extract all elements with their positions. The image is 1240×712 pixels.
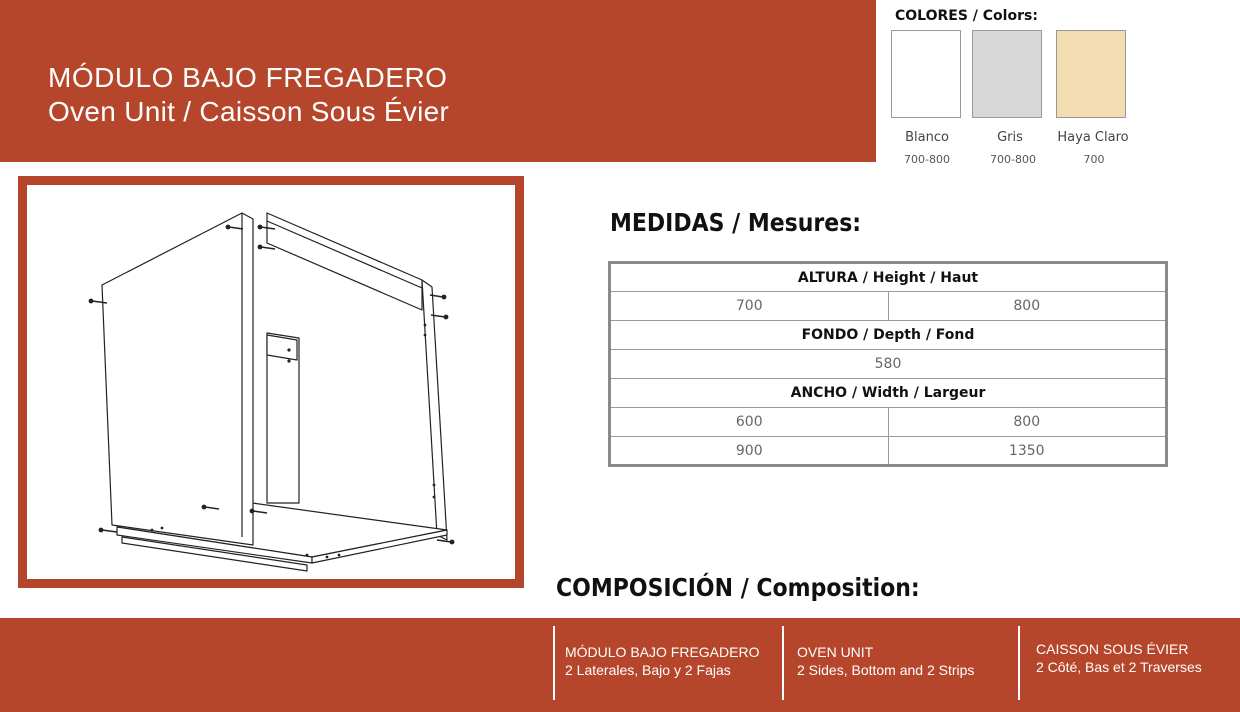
swatch-code-gris: 700-800	[990, 153, 1036, 166]
height-value: 800	[888, 292, 1167, 321]
swatch-name-blanco: Blanco	[905, 130, 949, 145]
width-value: 1350	[888, 437, 1167, 466]
measures-table	[608, 261, 1168, 467]
footer-divider	[553, 626, 555, 700]
composition-fr-line1: CAISSON SOUS ÉVIER	[1036, 641, 1189, 657]
page-title: MÓDULO BAJO FREGADERO	[48, 62, 448, 93]
composition-en-line1: OVEN UNIT	[797, 644, 874, 660]
swatch-name-haya-claro: Haya Claro	[1057, 130, 1129, 145]
swatch-gris	[972, 30, 1042, 118]
composition-fr-line2: 2 Côté, Bas et 2 Traverses	[1036, 659, 1202, 675]
height-value: 700	[610, 292, 889, 321]
composition-column-es	[565, 643, 759, 679]
height-header: ALTURA / Height / Haut	[610, 263, 1167, 292]
header-banner	[0, 0, 876, 162]
composition-en-line2: 2 Sides, Bottom and 2 Strips	[797, 662, 975, 678]
colors-title: COLORES / Colors:	[895, 8, 1038, 24]
width-header: ANCHO / Width / Largeur	[610, 379, 1167, 408]
swatch-blanco	[891, 30, 961, 118]
swatch-name-gris: Gris	[997, 130, 1023, 145]
composition-column-en	[797, 643, 974, 679]
measures-title: MEDIDAS / Mesures:	[610, 208, 862, 237]
composition-es-line1: MÓDULO BAJO FREGADERO	[565, 644, 760, 660]
cabinet-assembly-drawing	[27, 185, 515, 579]
composition-title: COMPOSICIÓN / Composition:	[556, 573, 920, 602]
depth-value: 580	[610, 350, 1167, 379]
page-subtitle: Oven Unit / Caisson Sous Évier	[48, 96, 450, 127]
assembly-drawing-frame	[18, 176, 524, 588]
swatch-code-blanco: 700-800	[904, 153, 950, 166]
width-value: 900	[610, 437, 889, 466]
composition-column-fr	[1036, 640, 1202, 676]
width-value: 600	[610, 408, 889, 437]
swatch-code-haya-claro: 700	[1083, 153, 1105, 166]
depth-header: FONDO / Depth / Fond	[610, 321, 1167, 350]
composition-footer	[0, 618, 1240, 712]
footer-divider	[782, 626, 784, 700]
width-value: 800	[888, 408, 1167, 437]
swatch-haya-claro	[1056, 30, 1126, 118]
footer-divider	[1018, 626, 1020, 700]
composition-es-line2: 2 Laterales, Bajo y 2 Fajas	[565, 662, 731, 678]
